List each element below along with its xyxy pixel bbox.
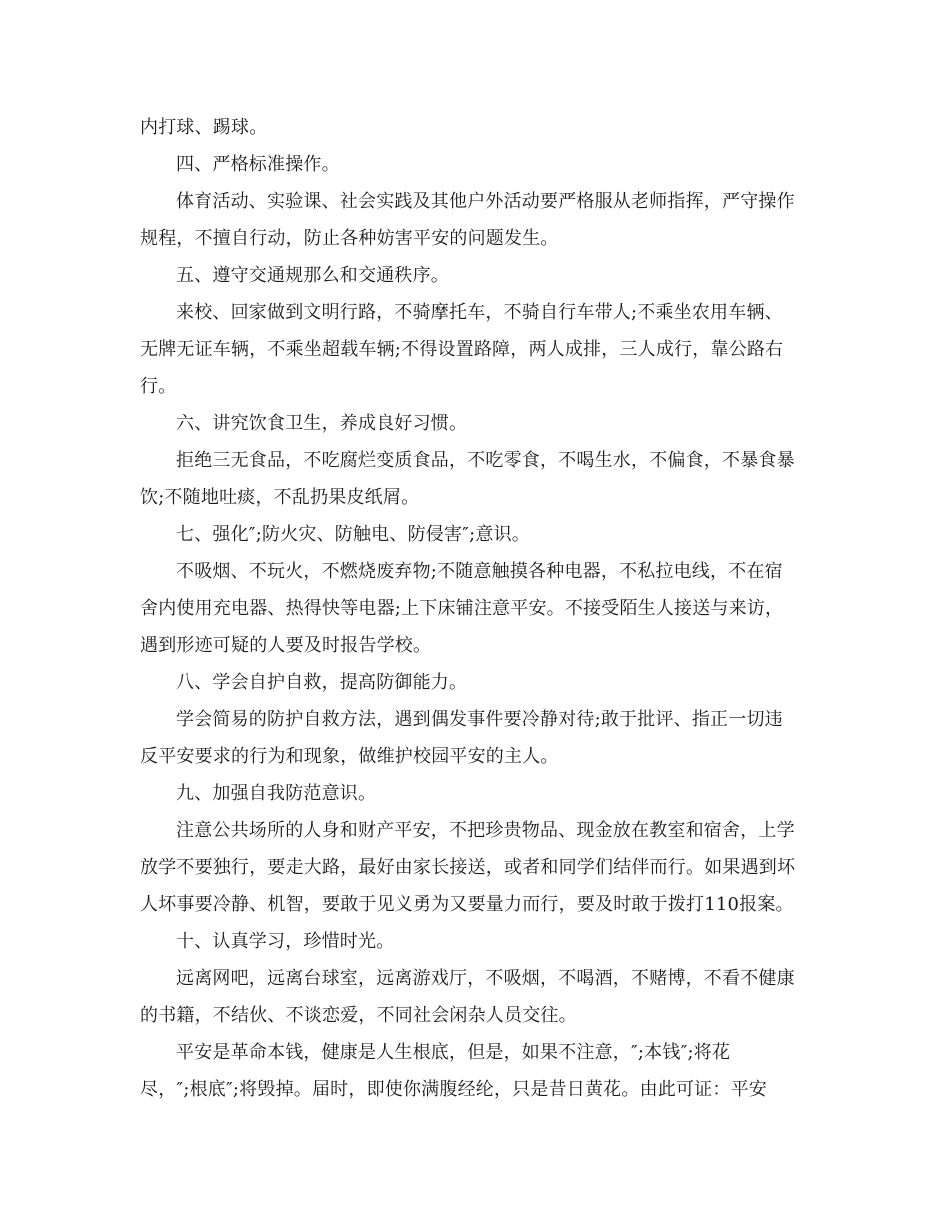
- text-line: 尽，″;根底″;将毁掉。届时，即使你满腹经纶，只是昔日黄花。由此可证：平安: [140, 1079, 767, 1100]
- section-heading: 十、认真学习，珍惜时光。: [176, 931, 395, 952]
- text-line: 规程，不擅自行动，防止各种妨害平安的问题发生。: [140, 228, 559, 249]
- section-heading: 五、遵守交通规那么和交通秩序。: [176, 265, 449, 286]
- text-line: 学会简易的防护自救方法，遇到偶发事件要冷静对待;敢于批评、指正一切违: [176, 709, 783, 730]
- text-line: 拒绝三无食品，不吃腐烂变质食品，不吃零食，不喝生水，不偏食，不暴食暴: [176, 450, 795, 471]
- text-line: 无牌无证车辆，不乘坐超载车辆;不得设置路障，两人成排，三人成行，靠公路右: [140, 339, 784, 360]
- text-line: 的书籍，不结伙、不谈恋爱，不同社会闲杂人员交往。: [140, 1005, 577, 1026]
- section-heading: 六、讲究饮食卫生，养成良好习惯。: [176, 413, 468, 434]
- text-line: 远离网吧，远离台球室，远离游戏厅，不吸烟，不喝酒，不赌博，不看不健康: [176, 968, 795, 989]
- text-line: 人坏事要冷静、机智，要敢于见义勇为又要量力而行，要及时敢于拨打110报案。: [140, 894, 794, 915]
- section-heading: 九、加强自我防范意识。: [176, 783, 377, 804]
- text-line: 不吸烟、不玩火，不燃烧废弃物;不随意触摸各种电器，不私拉电线，不在宿: [176, 561, 783, 582]
- text-line: 体育活动、实验课、社会实践及其他户外活动要严格服从老师指挥，严守操作: [176, 191, 795, 212]
- text-line: 来校、回家做到文明行路，不骑摩托车，不骑自行车带人;不乘坐农用车辆、: [176, 302, 783, 323]
- section-heading: 八、学会自护自救，提高防御能力。: [176, 672, 468, 693]
- text-line: 平安是革命本钱，健康是人生根底，但是，如果不注意，″;本钱″;将花: [176, 1042, 731, 1063]
- text-line: 遇到形迹可疑的人要及时报告学校。: [140, 635, 432, 656]
- text-line: 反平安要求的行为和现象，做维护校园平安的主人。: [140, 746, 559, 767]
- text-line: 内打球、踢球。: [140, 117, 268, 138]
- text-line: 舍内使用充电器、热得快等电器;上下床铺注意平安。不接受陌生人接送与来访，: [140, 598, 784, 619]
- text-line: 饮;不随地吐痰，不乱扔果皮纸屑。: [140, 487, 420, 508]
- section-heading: 四、严格标准操作。: [176, 154, 340, 175]
- text-line: 行。: [140, 376, 177, 397]
- section-heading: 七、强化″;防火灾、防触电、防侵害″;意识。: [176, 524, 530, 545]
- text-line: 注意公共场所的人身和财产平安，不把珍贵物品、现金放在教室和宿舍，上学: [176, 820, 795, 841]
- text-line: 放学不要独行，要走大路，最好由家长接送，或者和同学们结伴而行。如果遇到坏: [140, 857, 796, 878]
